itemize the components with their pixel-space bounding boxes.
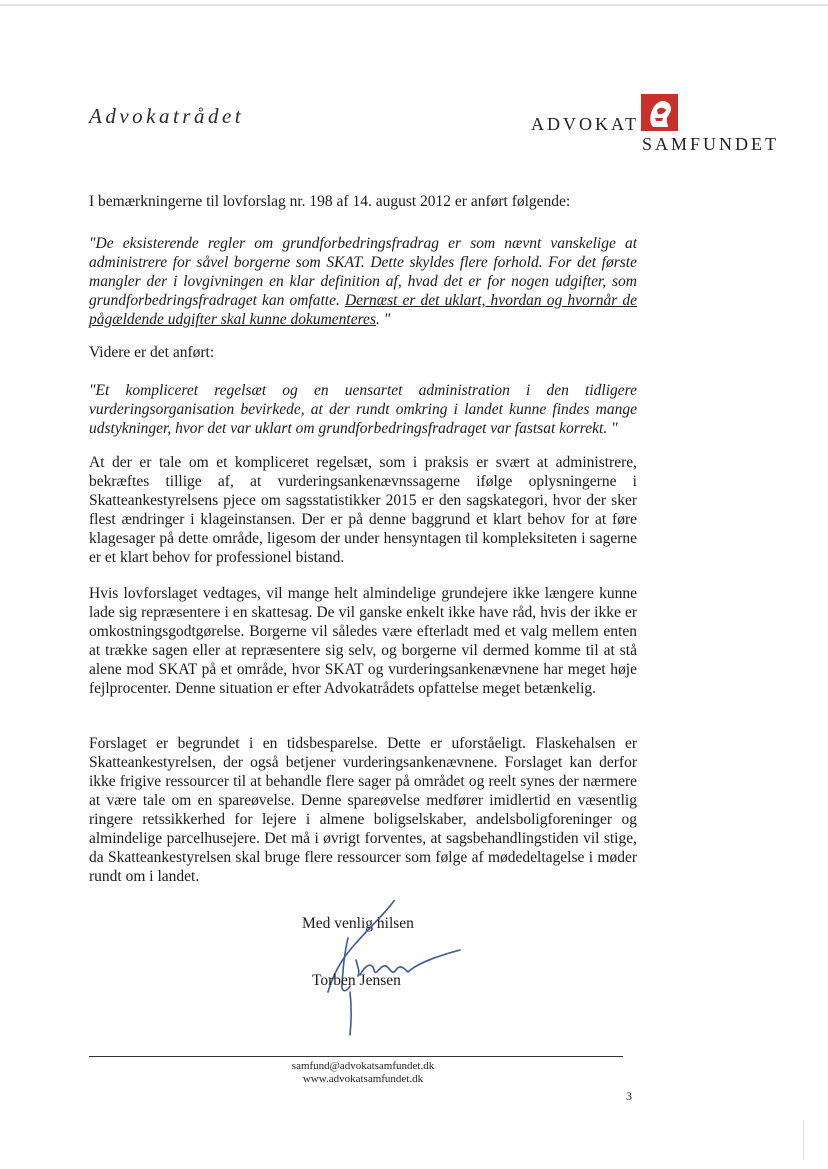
closing-greeting: Med venlig hilsen	[302, 915, 414, 932]
mid-paragraph	[89, 343, 637, 362]
intro-text: I bemærkningerne til lovforslag nr. 198 af 14. august 2012 er anført følgende:	[89, 193, 571, 210]
footer-website[interactable]: www.advokatsamfundet.dk	[302, 1073, 424, 1085]
quote-2: "Et kompliceret regelsæt og en uensartet administration i den tidligere vurderingsorganisation bevirkede, at der rundt omkring i landet kunne findes mange udstykninger, hvor det var uklart om grundforbedringsfradraget var fastsat korrekt. "	[89, 382, 637, 437]
handwritten-signature	[300, 900, 480, 1040]
quote-1-underlined: Dernæst er det uklart, hvordan og hvornår de pågældende udgifter skal kunne dokumenteres	[89, 292, 637, 328]
footer-email[interactable]: samfund@advokatsamfundet.dk	[291, 1060, 435, 1072]
quote-1	[89, 234, 637, 329]
footer	[89, 1060, 637, 1086]
advokatsamfundet-logo-icon	[641, 94, 678, 131]
paragraph-3-text: Forslaget er begrundet i en tidsbesparelse. Dette er uforståeligt. Flaskehalsen er Skatteankestyrelsen, der også betjener vurderingsankenævnene. Forslaget kan derfor ikke frigive ressourcer til at behandle flere sager på området og reelt synes der nærmere at være tale om en spareøvelse. Denne spareøvelse medfører imidlertid en væsentlig ringere retssikkerhed for lejere i almene boligselskaber, andelsboligforeninger og almindelige parcelhusejere. Det må i øvrigt forventes, at sagsbehandlingstiden vil stige, da Skatteankestyrelsen skal bruge flere ressourcer som følge af mødedeltagelse i møder rundt om i landet.	[89, 735, 637, 885]
paragraph-1	[89, 453, 637, 567]
page-edge-right	[803, 1120, 804, 1160]
logo-text-samfundet: SAMFUNDET	[642, 134, 780, 154]
mid-text: Videre er det anført:	[89, 344, 215, 361]
quote-1-text: "De eksisterende regler om grundforbedringsfradrag er som nævnt vanskelige at administrere for såvel borgerne som SKAT. Dette skyldes flere forhold. For det første mangler der i lovgivningen en klar definition af, hvad det er for nogen udgifter, som grundforbedringsfradraget kan omfatte.	[89, 235, 637, 309]
signer-name: Torben Jensen	[312, 972, 401, 989]
paragraph-2-text: Hvis lovforslaget vedtages, vil mange helt almindelige grundejere ikke længere kunne lade sig repræsentere i en skattesag. De vil ganske enkelt ikke have råd, hvis der ikke er omkostningsgodtgørelse. Borgerne vil således være efterladt med et valg mellem enten at trække sagen eller at repræsentere sig selv, og borgerne vil dermed komme til at stå alene mod SKAT på et område, hvor SKAT og vurderingsankenævnene har meget høje fejlprocenter. Denne situation er efter Advokatrådets opfattelse meget betænkelig.	[89, 585, 637, 697]
header-advokatraadet: Advokatrådet	[89, 104, 245, 128]
quote-block-1	[89, 234, 637, 329]
paragraph-1-text: At der er tale om et kompliceret regelsæt, som i praksis er svært at administrere, bekræftes tillige af, at vurderingsankenævnssagerne ifølge oplysningerne i Skatteankestyrelsens pjece om sagsstatistikker 2015 er den sagskategori, hvor der sker flest ændringer i klageinstansen. Der er på denne baggrund et klart behov for at føre klagesager på dette område, ligesom der under hensyntagen til kompleksiteten i sagerne er et klart behov for professionel bistand.	[89, 454, 637, 566]
paragraph-3	[89, 734, 637, 886]
quote-block-2	[89, 381, 637, 438]
intro-paragraph	[89, 192, 637, 211]
quote-1-ending: . "	[375, 311, 391, 328]
footer-divider	[89, 1056, 623, 1057]
page-number: 3	[626, 1089, 632, 1103]
logo-text-advokat: ADVOKAT	[531, 114, 639, 134]
advokatsamfundet-logo	[530, 94, 790, 154]
page-edge	[0, 4, 828, 6]
paragraph-2	[89, 584, 637, 698]
